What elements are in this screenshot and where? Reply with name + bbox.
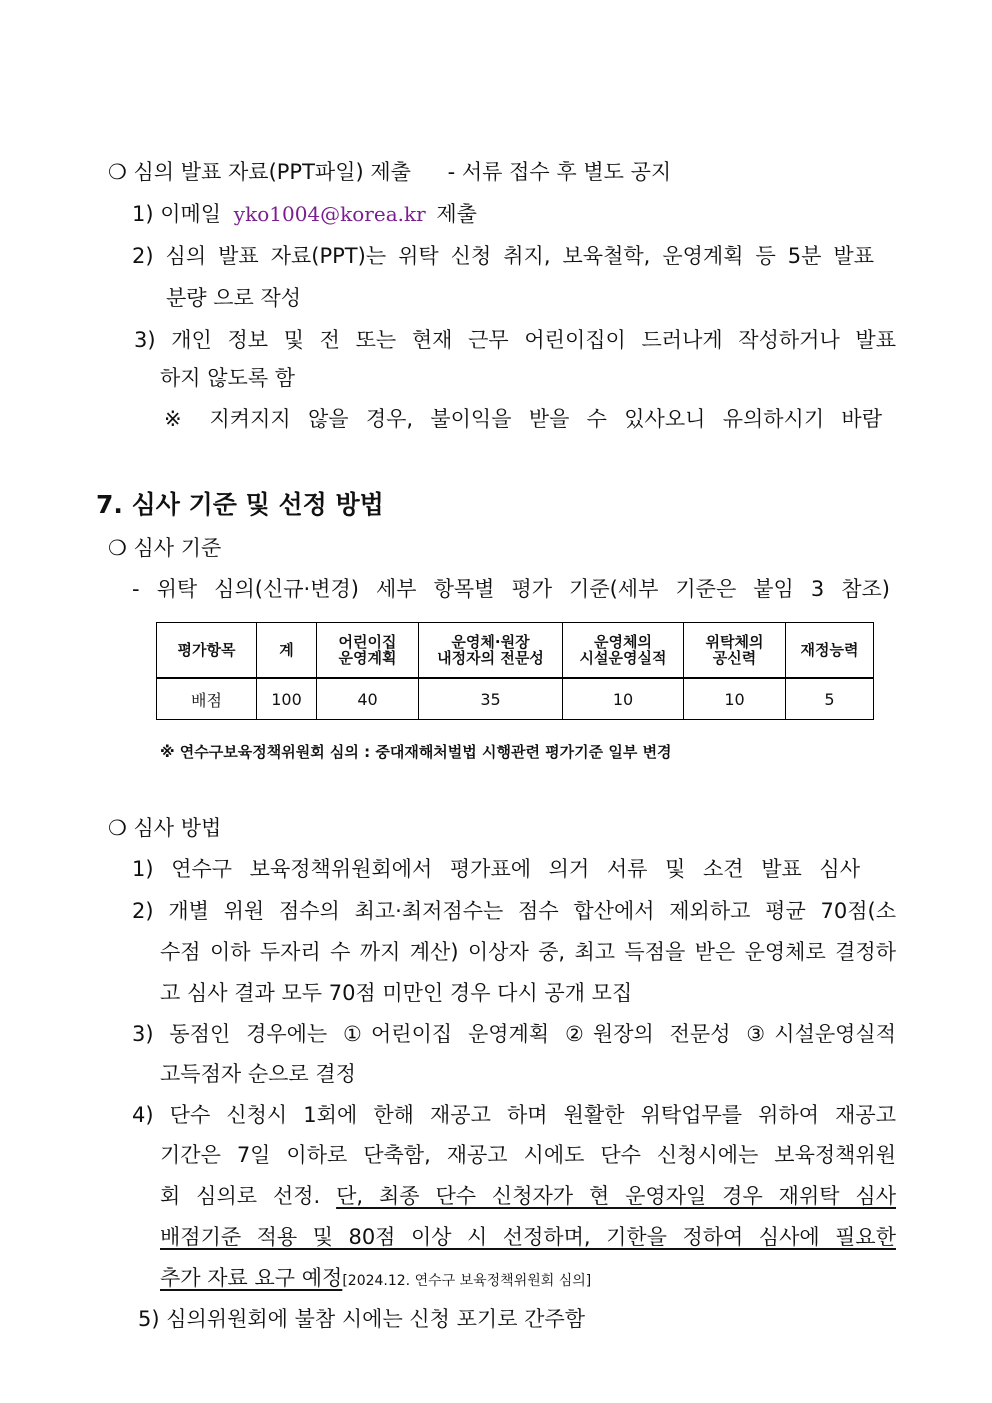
header-cell-record: 운영체의 시설운영실적	[563, 623, 684, 679]
method-item-2-line-3: 고 심사 결과 모두 70점 미만인 경우 다시 공개 모집	[160, 981, 633, 1005]
method-item-4-line-5-underlined: 추가 자료 요구 예정	[160, 1266, 343, 1290]
method-item-4-line-5-source: [2024.12. 연수구 보육정책위원회 심의]	[342, 1273, 592, 1289]
submit-item-1-suffix: 제출	[436, 202, 477, 226]
method-item-4-line-5	[160, 1264, 591, 1295]
submit-item-2-line-1: 2) 심의 발표 자료(PPT)는 위탁 신청 취지, 보육철학, 운영계획 등 5분 발표	[132, 244, 874, 268]
section-7-title: 7. 심사 기준 및 선정 방법	[96, 490, 384, 519]
header-cell-finance: 재정능력	[786, 623, 874, 679]
cell-record: 10	[563, 678, 684, 720]
submit-heading-tail: - 서류 접수 후 별도 공지	[447, 160, 672, 184]
submit-item-3-line-1: 3) 개인 정보 및 전 또는 현재 근무 어린이집이 드러나게 작성하거나 발표	[134, 328, 896, 352]
cell-total: 100	[257, 678, 317, 720]
method-item-4-line-3-underlined: 단, 최종 단수 신청자가 현 운영자일 경우 재위탁 심사	[336, 1184, 896, 1208]
method-item-4-line-4: 배점기준 적용 및 80점 이상 시 선정하며, 기한을 정하여 심사에 필요한	[160, 1225, 896, 1249]
method-item-2-line-1: 2) 개별 위원 점수의 최고·최저점수는 점수 합산에서 제외하고 평균 70점(소	[132, 899, 896, 923]
submit-item-3-line-2: 하지 않도록 함	[160, 366, 296, 390]
method-item-4-line-1: 4) 단수 신청시 1회에 한해 재공고 하며 원활한 위탁업무를 위하여 재공고	[132, 1103, 896, 1127]
email-link[interactable]: yko1004@korea.kr	[233, 202, 426, 226]
header-cell-expertise: 운영체·원장 내정자의 전문성	[419, 623, 563, 679]
method-heading: ❍ 심사 방법	[108, 816, 222, 840]
header-cell-credibility: 위탁체의 공신력	[684, 623, 786, 679]
method-item-4-line-2: 기간은 7일 이하로 단축함, 재공고 시에도 단수 신청시에는 보육정책위원	[160, 1143, 896, 1167]
cell-plan: 40	[317, 678, 419, 720]
cell-label: 배점	[157, 678, 257, 720]
table-row	[157, 678, 874, 720]
header-cell-plan: 어린이집 운영계획	[317, 623, 419, 679]
method-item-4-line-3	[160, 1182, 896, 1210]
submit-item-1-prefix: 1) 이메일	[132, 202, 222, 226]
submit-heading-title: ❍ 심의 발표 자료(PPT파일) 제출	[108, 160, 411, 184]
criteria-heading: ❍ 심사 기준	[108, 536, 222, 560]
submit-item-1	[132, 200, 477, 228]
cell-expertise: 35	[419, 678, 563, 720]
header-cell-item: 평가항목	[157, 623, 257, 679]
method-item-1: 1) 연수구 보육정책위원회에서 평가표에 의거 서류 및 소견 발표 심사	[132, 857, 860, 881]
method-item-3-line-1: 3) 동점인 경우에는 ①어린이집 운영계획 ②원장의 전문성 ③시설운영실적	[132, 1022, 896, 1046]
cell-finance: 5	[786, 678, 874, 720]
cell-credibility: 10	[684, 678, 786, 720]
submit-item-2-line-2: 분량 으로 작성	[166, 286, 302, 310]
submit-heading	[108, 158, 671, 186]
table-header-row	[157, 623, 874, 679]
method-item-2-line-2: 수점 이하 두자리 수 까지 계산) 이상자 중, 최고 득점을 받은 운영체로 결정하	[160, 940, 896, 964]
criteria-description: - 위탁 심의(신규·변경) 세부 항목별 평가 기준(세부 기준은 붙임 3 참조)	[132, 577, 890, 601]
header-cell-total: 계	[257, 623, 317, 679]
method-item-3-line-2: 고득점자 순으로 결정	[160, 1062, 356, 1086]
method-item-4-line-3-plain: 회 심의로 선정.	[160, 1184, 321, 1208]
table-note: ※ 연수구보육정책위원회 심의 : 중대재해처벌법 시행관련 평가기준 일부 변경	[160, 743, 672, 761]
method-item-5: 5) 심의위원회에 불참 시에는 신청 포기로 간주함	[138, 1307, 586, 1331]
evaluation-table	[156, 622, 874, 720]
submit-warning: ※ 지켜지지 않을 경우, 불이익을 받을 수 있사오니 유의하시기 바람	[164, 407, 882, 431]
